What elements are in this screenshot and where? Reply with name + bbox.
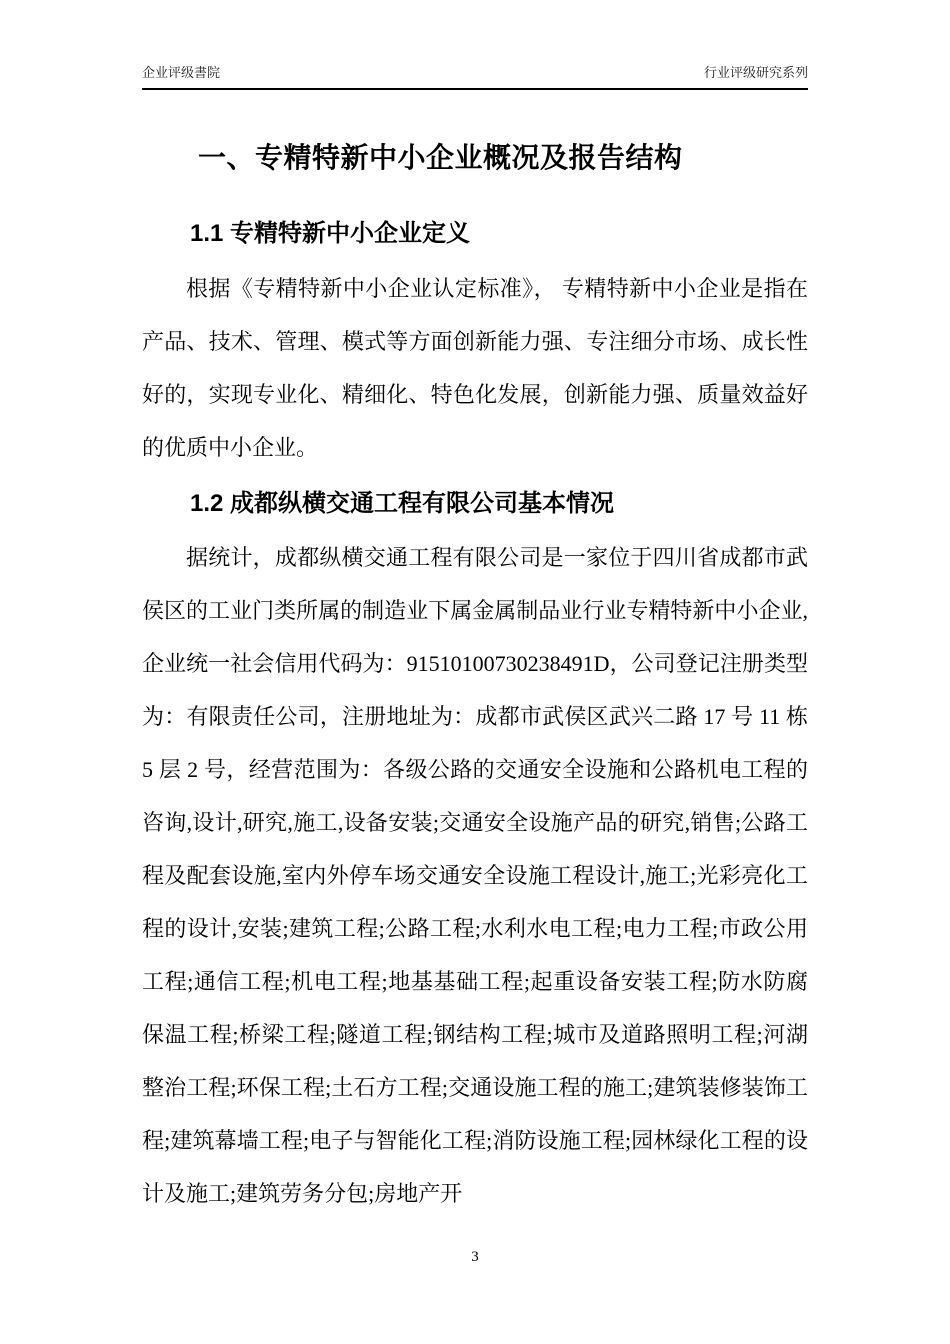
subsection-1-2-paragraph: 据统计，成都纵横交通工程有限公司是一家位于四川省成都市武侯区的工业门类所属的制造业下属金属制品业行业专精特新中小企业,企业统一社会信用代码为：91510100730238491D，公司登记注册类型为：有限责任公司，注册地址为：成都市武侯区武兴二路 17 号 11 栋 5 层 2 号，经营范围为：各级公路的交通安全设施和公路机电工程的咨询,设计,研究,施工,设备安装;交通安全设施产品的研究,销售;公路工程及配套设施,室内外停车场交通安全设施工程设计,施工;光彩亮化工程的设计,安装;建筑工程;公路工程;水利水电工程;电力工程;市政公用工程;通信工程;机电工程;地基基础工程;起重设备安装工程;防水防腐保温工程;桥梁工程;隧道工程;钢结构工程;城市及道路照明工程;河湖整治工程;环保工程;土石方工程;交通设施工程的施工;建筑装修装饰工程;建筑幕墙工程;电子与智能化工程;消防设施工程;园林绿化工程的设计及施工;建筑劳务分包;房地产开 [142, 544, 808, 1206]
header-left-text: 企业评级書院 [142, 65, 221, 80]
page-footer [0, 1249, 950, 1266]
subsection-1-2-heading: 1.2 成都纵横交通工程有限公司基本情况 [190, 489, 615, 517]
page-number: 3 [471, 1249, 479, 1265]
subsection-1-1-heading: 1.1 专精特新中小企业定义 [190, 220, 471, 248]
subsection-1-1-paragraph: 根据《专精特新中小企业认定标准》， 专精特新中小企业是指在产品、技术、管理、模式等方面创新能力强、专注细分市场、成长性好的，实现专业化、精细化、特色化发展，创新能力强、质量效益好的优质中小企业。 [142, 275, 808, 460]
main-section-heading: 一、专精特新中小企业概况及报告结构 [198, 142, 683, 173]
header-right-text: 行业评级研究系列 [703, 65, 808, 80]
page-header [142, 62, 808, 90]
